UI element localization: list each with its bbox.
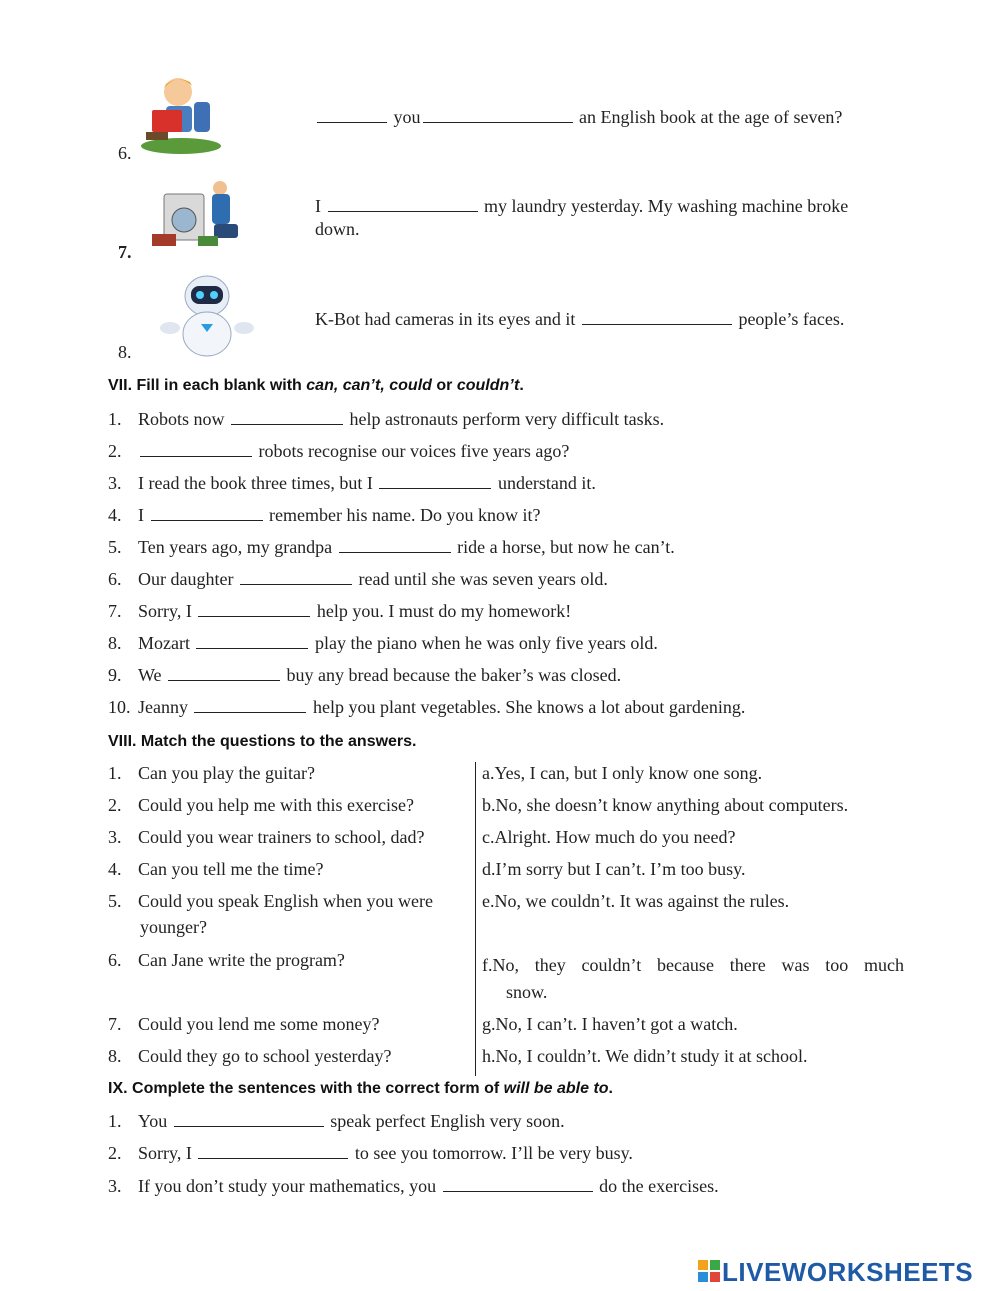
answer-blank[interactable] xyxy=(240,570,352,585)
picture-item-number: 8. xyxy=(118,342,132,362)
answer-blank[interactable] xyxy=(379,474,491,489)
exercise-item: 4. I remember his name. Do you know it? xyxy=(108,505,541,525)
match-answer[interactable]: h.No, I couldn’t. We didn’t study it at school. xyxy=(482,1046,808,1066)
washing-machine-repair-illustration xyxy=(148,178,248,252)
exercise-item: 1. You speak perfect English very soon. xyxy=(108,1111,565,1131)
liveworksheets-logo xyxy=(698,1257,994,1287)
child-reading-illustration xyxy=(138,72,224,156)
match-answer[interactable]: e.No, we couldn’t. It was against the rules. xyxy=(482,891,790,911)
answer-blank[interactable] xyxy=(231,410,343,425)
answer-blank[interactable] xyxy=(198,1144,348,1159)
section-heading: IX. Complete the sentences with the correct form of will be able to. xyxy=(108,1080,613,1097)
answer-blank[interactable] xyxy=(582,310,732,325)
exercise-item: 2. Sorry, I to see you tomorrow. I’ll be very busy. xyxy=(108,1143,633,1163)
answer-blank[interactable] xyxy=(328,197,478,212)
match-question: 1. Can you play the guitar? xyxy=(108,763,315,783)
exercise-item: 9. We buy any bread because the baker’s was closed. xyxy=(108,665,622,685)
exercise-item: 10. Jeanny help you plant vegetables. She knows a lot about gardening. xyxy=(108,697,746,717)
answer-blank[interactable] xyxy=(339,538,451,553)
match-question: 5. Could you speak English when you were xyxy=(108,891,433,911)
answer-blank[interactable] xyxy=(140,442,252,457)
picture-item-sentence-continued: down. xyxy=(315,219,360,239)
match-question-continued: younger? xyxy=(140,917,207,937)
answer-blank[interactable] xyxy=(443,1177,593,1192)
answer-blank[interactable] xyxy=(196,634,308,649)
match-answer[interactable]: d.I’m sorry but I can’t. I’m too busy. xyxy=(482,859,746,879)
column-divider xyxy=(475,762,476,1076)
robot-illustration xyxy=(158,272,256,360)
answer-blank[interactable] xyxy=(174,1112,324,1127)
logo-blocks-icon xyxy=(698,1260,720,1282)
logo-text: LIVEWORKSHEETS xyxy=(722,1257,974,1287)
answer-blank[interactable] xyxy=(423,108,573,123)
answer-blank[interactable] xyxy=(194,698,306,713)
section-heading: VIII. Match the questions to the answers. xyxy=(108,733,417,750)
picture-item-sentence: you an English book at the age of seven? xyxy=(315,107,842,128)
match-answer[interactable]: b.No, she doesn’t know anything about computers. xyxy=(482,795,849,815)
exercise-item: 2. robots recognise our voices five years ago? xyxy=(108,441,570,461)
answer-blank[interactable] xyxy=(168,666,280,681)
match-answer-continued: snow. xyxy=(506,982,548,1002)
match-question: 8. Could they go to school yesterday? xyxy=(108,1046,392,1066)
match-answer[interactable]: g.No, I can’t. I haven’t got a watch. xyxy=(482,1014,738,1034)
exercise-item: 7. Sorry, I help you. I must do my homework! xyxy=(108,601,572,621)
answer-blank[interactable] xyxy=(198,602,310,617)
answer-blank[interactable] xyxy=(151,506,263,521)
picture-item-number: 6. xyxy=(118,143,132,163)
match-answer[interactable]: c.Alright. How much do you need? xyxy=(482,827,736,847)
answer-blank[interactable] xyxy=(317,108,387,123)
exercise-item: 3. I read the book three times, but I understand it. xyxy=(108,473,596,493)
match-question: 2. Could you help me with this exercise? xyxy=(108,795,414,815)
match-question: 6. Can Jane write the program? xyxy=(108,950,345,970)
picture-item-sentence: K-Bot had cameras in its eyes and it people’s faces. xyxy=(315,309,845,329)
picture-item-sentence: I my laundry yesterday. My washing machine broke xyxy=(315,196,849,216)
match-question: 3. Could you wear trainers to school, dad? xyxy=(108,827,425,847)
match-question: 4. Can you tell me the time? xyxy=(108,859,324,879)
exercise-item: 1. Robots now help astronauts perform very difficult tasks. xyxy=(108,409,665,429)
picture-item-number: 7. xyxy=(118,242,132,262)
exercise-item: 3. If you don’t study your mathematics, you do the exercises. xyxy=(108,1176,719,1196)
match-answer[interactable]: a.Yes, I can, but I only know one song. xyxy=(482,763,763,783)
exercise-item: 6. Our daughter read until she was seven years old. xyxy=(108,569,608,589)
match-answer[interactable]: f.No, they couldn’t because there was too much xyxy=(482,955,904,975)
exercise-item: 8. Mozart play the piano when he was only five years old. xyxy=(108,633,658,653)
section-heading: VII. Fill in each blank with can, can’t, could or couldn’t. xyxy=(108,377,524,394)
match-question: 7. Could you lend me some money? xyxy=(108,1014,380,1034)
exercise-item: 5. Ten years ago, my grandpa ride a horse, but now he can’t. xyxy=(108,537,675,557)
